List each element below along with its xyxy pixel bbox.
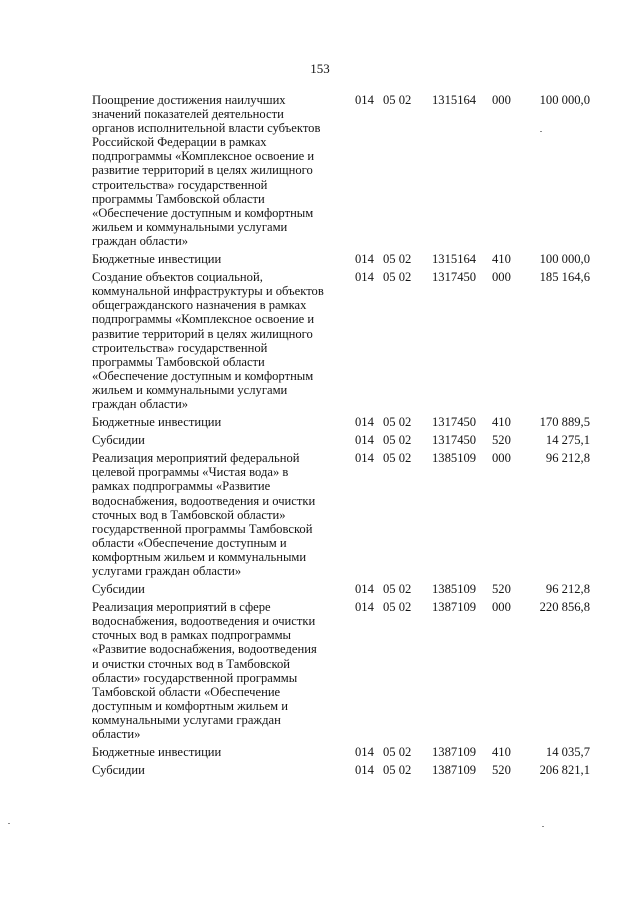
expense-type-code: 520 — [492, 763, 511, 778]
table-row — [92, 451, 600, 578]
section-code: 05 02 — [383, 270, 412, 285]
target-article-code: 1385109 — [432, 582, 477, 597]
ministry-code: 014 — [355, 582, 374, 597]
target-article-code: 1387109 — [432, 745, 477, 760]
table-row — [92, 600, 600, 741]
row-description: Бюджетные инвестиции — [92, 745, 222, 760]
amount: 185 164,6 — [539, 270, 590, 285]
row-description: Поощрение достижения наилучших значений показателей деятельности органов исполнительной власти субъектов Российской Федерации в рамках подпрограммы «Комплексное освоение и развитие территорий в целях жилищного строительства» государственной программы Тамбовской области «Обеспечение доступным и комфортным жильем и коммунальными услугами граждан области» — [92, 93, 321, 248]
ministry-code: 014 — [355, 270, 374, 285]
amount: 220 856,8 — [539, 600, 590, 615]
table-row — [92, 270, 600, 411]
ministry-code: 014 — [355, 600, 374, 615]
table-row — [92, 433, 600, 447]
ministry-code: 014 — [355, 451, 374, 466]
target-article-code: 1387109 — [432, 600, 477, 615]
expense-type-code: 000 — [492, 93, 511, 107]
ministry-code: 014 — [355, 415, 374, 430]
amount: 14 035,7 — [545, 745, 590, 760]
scan-speck — [8, 823, 10, 824]
amount: 206 821,1 — [539, 763, 590, 778]
ministry-code: 014 — [355, 433, 374, 448]
table-row — [92, 763, 600, 777]
target-article-code: 1315164 — [432, 93, 477, 107]
section-code: 05 02 — [383, 93, 412, 107]
expense-type-code: 520 — [492, 433, 511, 448]
table-row — [92, 415, 600, 429]
expense-type-code: 410 — [492, 415, 511, 430]
expense-type-code: 520 — [492, 582, 511, 597]
section-code: 05 02 — [383, 451, 412, 466]
row-description: Реализация мероприятий в сфере водоснабжения, водоотведения и очистки сточных вод в рамках подпрограммы «Развитие водоснабжения, водоотведения и очистки сточных вод в Тамбовской области» государственной программы Тамбовской области «Обеспечение доступным и комфортным жильем и коммунальными услугами граждан области» — [92, 600, 317, 742]
section-code: 05 02 — [383, 745, 412, 760]
expense-type-code: 000 — [492, 600, 511, 615]
expense-type-code: 410 — [492, 745, 511, 760]
ministry-code: 014 — [355, 745, 374, 760]
target-article-code: 1385109 — [432, 451, 477, 466]
amount: 170 889,5 — [539, 415, 590, 430]
amount: 100 000,0 — [539, 93, 590, 107]
target-article-code: 1317450 — [432, 415, 477, 430]
table-row — [92, 252, 600, 266]
table-row — [92, 93, 600, 248]
scan-speck — [540, 131, 542, 132]
row-description: Реализация мероприятий федеральной целевой программы «Чистая вода» в рамках подпрограммы «Развитие водоснабжения, водоотведения и очистки сточных вод в Тамбовской области» государственной программы Тамбовской области «Обеспечение доступным и комфортным жильем и коммунальными услугами граждан области» — [92, 451, 316, 578]
expense-type-code: 000 — [492, 451, 511, 466]
budget-table — [92, 93, 600, 781]
section-code: 05 02 — [383, 252, 412, 267]
section-code: 05 02 — [383, 600, 412, 615]
page-number: 153 — [310, 61, 330, 76]
row-description: Субсидии — [92, 433, 145, 448]
amount: 96 212,8 — [545, 582, 590, 597]
section-code: 05 02 — [383, 415, 412, 430]
scan-speck — [542, 826, 544, 827]
target-article-code: 1315164 — [432, 252, 477, 267]
table-row — [92, 745, 600, 759]
row-description: Субсидии — [92, 582, 145, 597]
ministry-code: 014 — [355, 763, 374, 778]
row-description: Субсидии — [92, 763, 145, 778]
target-article-code: 1317450 — [432, 270, 477, 285]
section-code: 05 02 — [383, 433, 412, 448]
ministry-code: 014 — [355, 93, 374, 107]
expense-type-code: 000 — [492, 270, 511, 285]
section-code: 05 02 — [383, 582, 412, 597]
ministry-code: 014 — [355, 252, 374, 267]
amount: 14 275,1 — [545, 433, 590, 448]
table-row — [92, 582, 600, 596]
amount: 100 000,0 — [539, 252, 590, 267]
amount: 96 212,8 — [545, 451, 590, 466]
row-description: Бюджетные инвестиции — [92, 415, 222, 430]
row-description: Создание объектов социальной, коммунальной инфраструктуры и объектов общегражданского назначения в рамках подпрограммы «Комплексное освоение и развитие территорий в целях жилищного строительства» государственной программы Тамбовской области «Обеспечение доступным и комфортным жильем и коммунальными услугами граждан области» — [92, 270, 324, 411]
section-code: 05 02 — [383, 763, 412, 778]
expense-type-code: 410 — [492, 252, 511, 267]
target-article-code: 1387109 — [432, 763, 477, 778]
target-article-code: 1317450 — [432, 433, 477, 448]
row-description: Бюджетные инвестиции — [92, 252, 222, 267]
